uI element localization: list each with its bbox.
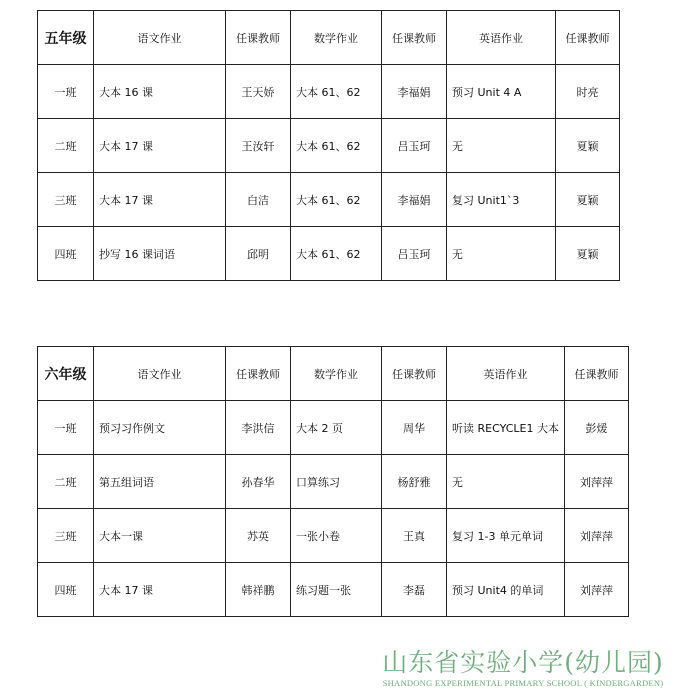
english-homework: 无 [447, 455, 565, 509]
math-teacher: 李福娟 [382, 173, 447, 227]
chinese-homework: 预习习作例文 [94, 401, 226, 455]
math-teacher: 李磊 [382, 563, 447, 617]
chinese-teacher: 苏英 [226, 509, 291, 563]
math-teacher: 李福娟 [382, 65, 447, 119]
class-name: 二班 [38, 455, 94, 509]
math-homework: 大本 61、62 [291, 227, 382, 281]
english-homework: 预习 Unit4 的单词 [447, 563, 565, 617]
english-teacher: 刘萍萍 [564, 455, 628, 509]
grade-label: 六年级 [38, 347, 94, 401]
table-header-row [38, 347, 629, 401]
class-name: 四班 [38, 227, 94, 281]
english-homework: 复习 1-3 单元单词 [447, 509, 565, 563]
math-homework: 大本 61、62 [291, 119, 382, 173]
table-header-row [38, 11, 620, 65]
math-teacher: 吕玉珂 [382, 119, 447, 173]
chinese-homework: 大本 17 课 [94, 563, 226, 617]
english-teacher: 夏颖 [556, 227, 620, 281]
chinese-teacher: 邱明 [226, 227, 291, 281]
grade-label: 五年级 [38, 11, 94, 65]
math-homework: 一张小卷 [291, 509, 382, 563]
header-math-homework: 数学作业 [291, 11, 382, 65]
chinese-homework: 大本 17 课 [94, 119, 226, 173]
english-teacher: 时亮 [556, 65, 620, 119]
grade5-homework-table [37, 10, 620, 281]
math-teacher: 周华 [382, 401, 447, 455]
table-row [38, 401, 629, 455]
english-teacher: 夏颖 [556, 173, 620, 227]
english-teacher: 刘萍萍 [564, 563, 628, 617]
header-teacher: 任课教师 [556, 11, 620, 65]
math-homework: 练习题一张 [291, 563, 382, 617]
header-chinese-homework: 语文作业 [94, 347, 226, 401]
table-row [38, 563, 629, 617]
class-name: 一班 [38, 65, 94, 119]
chinese-homework: 第五组词语 [94, 455, 226, 509]
table-row [38, 65, 620, 119]
table-row [38, 509, 629, 563]
class-name: 三班 [38, 509, 94, 563]
math-homework: 大本 61、62 [291, 173, 382, 227]
math-teacher: 吕玉珂 [382, 227, 447, 281]
school-logo-watermark [378, 648, 668, 689]
english-homework: 无 [447, 119, 556, 173]
english-homework: 复习 Unit1`3 [447, 173, 556, 227]
math-teacher: 杨舒雅 [382, 455, 447, 509]
english-homework: 无 [447, 227, 556, 281]
header-teacher: 任课教师 [226, 11, 291, 65]
chinese-teacher: 王天娇 [226, 65, 291, 119]
header-english-homework: 英语作业 [447, 347, 565, 401]
class-name: 一班 [38, 401, 94, 455]
header-math-homework: 数学作业 [291, 347, 382, 401]
english-teacher: 彭煖 [564, 401, 628, 455]
header-chinese-homework: 语文作业 [94, 11, 226, 65]
header-teacher: 任课教师 [382, 11, 447, 65]
math-homework: 口算练习 [291, 455, 382, 509]
chinese-homework: 大本 16 课 [94, 65, 226, 119]
chinese-teacher: 孙春华 [226, 455, 291, 509]
header-teacher: 任课教师 [226, 347, 291, 401]
chinese-homework: 大本一课 [94, 509, 226, 563]
class-name: 四班 [38, 563, 94, 617]
class-name: 三班 [38, 173, 94, 227]
school-name-english: SHANDONG EXPERIMENTAL PRIMARY SCHOOL ( KINDERGARDEN) [382, 678, 664, 688]
math-homework: 大本 61、62 [291, 65, 382, 119]
english-homework: 预习 Unit 4 A [447, 65, 556, 119]
header-english-homework: 英语作业 [447, 11, 556, 65]
table-row [38, 227, 620, 281]
header-teacher: 任课教师 [382, 347, 447, 401]
chinese-homework: 抄写 16 课词语 [94, 227, 226, 281]
table-row [38, 173, 620, 227]
chinese-teacher: 李洪信 [226, 401, 291, 455]
english-homework: 听读 RECYCLE1 大本 [447, 401, 565, 455]
table-row [38, 455, 629, 509]
chinese-teacher: 王汝轩 [226, 119, 291, 173]
table-row [38, 119, 620, 173]
english-teacher: 夏颖 [556, 119, 620, 173]
chinese-homework: 大本 17 课 [94, 173, 226, 227]
school-name-chinese: 山东省实验小学(幼儿园) [382, 648, 664, 677]
math-homework: 大本 2 页 [291, 401, 382, 455]
header-teacher: 任课教师 [564, 347, 628, 401]
chinese-teacher: 韩祥鹏 [226, 563, 291, 617]
class-name: 二班 [38, 119, 94, 173]
english-teacher: 刘萍萍 [564, 509, 628, 563]
math-teacher: 王真 [382, 509, 447, 563]
chinese-teacher: 白洁 [226, 173, 291, 227]
grade6-homework-table [37, 346, 629, 617]
